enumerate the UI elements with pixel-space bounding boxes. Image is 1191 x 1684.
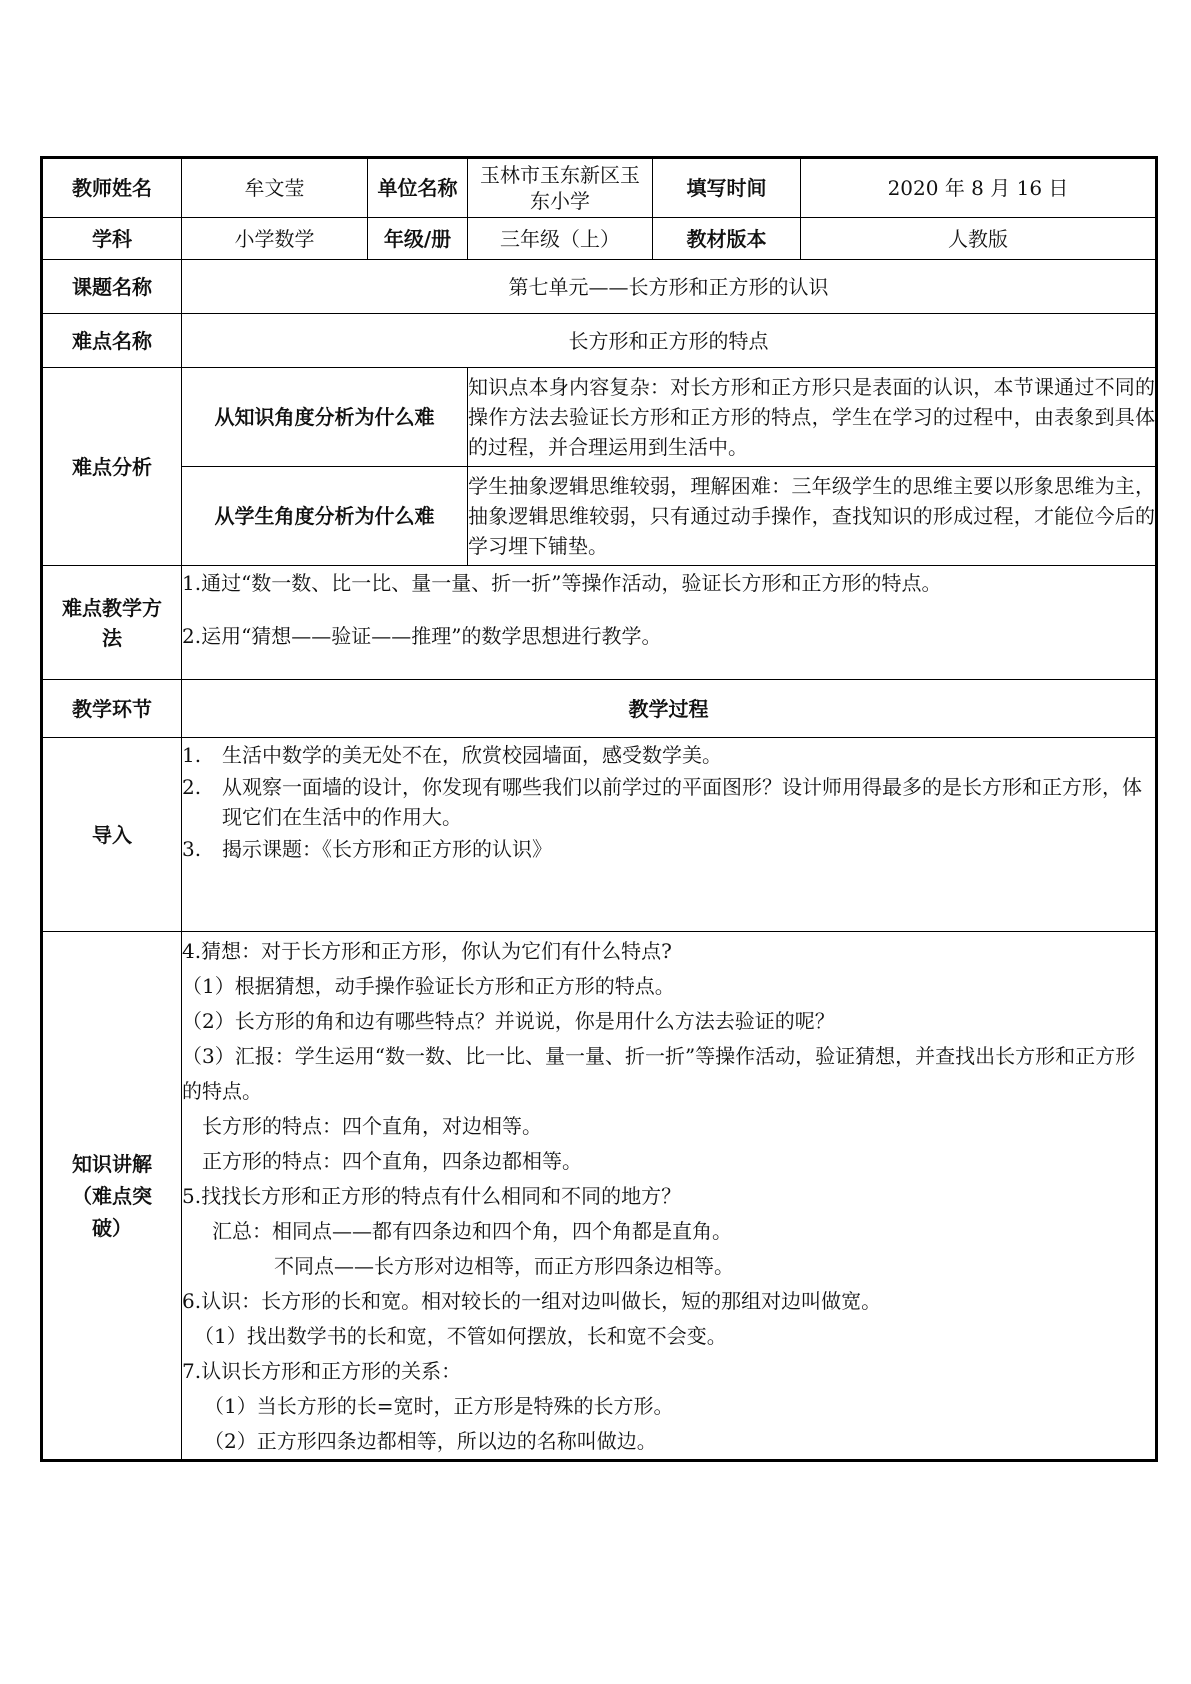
knowledge-line: （2）长方形的角和边有哪些特点？并说说，你是用什么方法去验证的呢？	[182, 1009, 835, 1033]
topic-row	[42, 260, 1157, 314]
method-content	[182, 566, 1157, 680]
teacher-name-value: 牟文莹	[182, 158, 368, 218]
analysis-row-student	[42, 467, 1157, 566]
intro-item-number: 1.	[182, 743, 202, 767]
analysis-row-knowledge	[42, 368, 1157, 467]
knowledge-line: 汇总：相同点——都有四条边和四个角，四个角都是直角。	[212, 1219, 732, 1243]
subject-label: 学科	[42, 218, 182, 260]
method-row	[42, 566, 1157, 680]
difficulty-row	[42, 314, 1157, 368]
intro-item-text: 从观察一面墙的设计，你发现有哪些我们以前学过的平面图形？设计师用得最多的是长方形和正方形，体现它们在生活中的作用大。	[222, 775, 1142, 829]
topic-value: 第七单元——长方形和正方形的认识	[182, 260, 1157, 314]
method-line-2: 2.运用“猜想——验证——推理”的数学思想进行教学。	[182, 624, 662, 648]
fill-date-value: 2020 年 8 月 16 日	[801, 158, 1157, 218]
teacher-name-label: 教师姓名	[42, 158, 182, 218]
edition-label: 教材版本	[653, 218, 801, 260]
stage-header-label: 教学环节	[42, 680, 182, 738]
intro-item-text: 生活中数学的美无处不在，欣赏校园墙面，感受数学美。	[222, 743, 722, 767]
unit-name-label: 单位名称	[368, 158, 468, 218]
student-angle-text: 学生抽象逻辑思维较弱，理解困难：三年级学生的思维主要以形象思维为主，抽象逻辑思维较弱，只有通过动手操作，查找知识的形成过程，才能位今后的学习埋下铺垫。	[468, 467, 1157, 566]
fill-date-label: 填写时间	[653, 158, 801, 218]
knowledge-line: 4.猜想：对于长方形和正方形，你认为它们有什么特点?	[182, 939, 672, 963]
intro-item-text: 揭示课题：《长方形和正方形的认识》	[222, 837, 552, 861]
intro-content	[182, 738, 1157, 932]
subject-value: 小学数学	[182, 218, 368, 260]
knowledge-line: 正方形的特点：四个直角，四条边都相等。	[202, 1149, 582, 1173]
knowledge-line: （1）当长方形的长=宽时，正方形是特殊的长方形。	[204, 1394, 674, 1418]
difficulty-label: 难点名称	[42, 314, 182, 368]
knowledge-line: 7.认识长方形和正方形的关系：	[182, 1359, 462, 1383]
intro-item	[182, 834, 1155, 864]
student-angle-label: 从学生角度分析为什么难	[182, 467, 468, 566]
knowledge-line: （2）正方形四条边都相等，所以边的名称叫做边。	[204, 1429, 657, 1453]
topic-label: 课题名称	[42, 260, 182, 314]
knowledge-angle-text: 知识点本身内容复杂：对长方形和正方形只是表面的认识，本节课通过不同的操作方法去验证长方形和正方形的特点，学生在学习的过程中，由表象到具体的过程，并合理运用到生活中。	[468, 368, 1157, 467]
intro-label: 导入	[42, 738, 182, 932]
method-label: 难点教学方法	[42, 566, 182, 680]
knowledge-label: 知识讲解（难点突破）	[42, 932, 182, 1461]
knowledge-line: 不同点——长方形对边相等，而正方形四条边相等。	[274, 1254, 734, 1278]
intro-item-number: 2.	[182, 775, 202, 799]
process-header-row	[42, 680, 1157, 738]
header-row-2	[42, 218, 1157, 260]
header-row-1	[42, 158, 1157, 218]
knowledge-content	[182, 932, 1157, 1461]
analysis-label: 难点分析	[42, 368, 182, 566]
edition-value: 人教版	[801, 218, 1157, 260]
knowledge-angle-label: 从知识角度分析为什么难	[182, 368, 468, 467]
knowledge-line: （1）找出数学书的长和宽，不管如何摆放，长和宽不会变。	[194, 1324, 727, 1348]
knowledge-row	[42, 932, 1157, 1461]
intro-item	[182, 772, 1155, 832]
knowledge-line: 6.认识：长方形的长和宽。相对较长的一组对边叫做长，短的那组对边叫做宽。	[182, 1289, 882, 1313]
knowledge-line: （3）汇报：学生运用“数一数、比一比、量一量、折一折”等操作活动，验证猜想，并查找出长方形和正方形的特点。	[182, 1044, 1136, 1103]
intro-row	[42, 738, 1157, 932]
grade-label: 年级/册	[368, 218, 468, 260]
knowledge-line: （1）根据猜想，动手操作验证长方形和正方形的特点。	[182, 974, 675, 998]
lesson-plan-table	[40, 156, 1158, 1462]
intro-item	[182, 740, 1155, 770]
unit-name-value: 玉林市玉东新区玉东小学	[468, 158, 653, 218]
process-header-label: 教学过程	[182, 680, 1157, 738]
difficulty-value: 长方形和正方形的特点	[182, 314, 1157, 368]
method-line-1: 1.通过“数一数、比一比、量一量、折一折”等操作活动，验证长方形和正方形的特点。	[182, 571, 942, 595]
knowledge-line: 长方形的特点：四个直角，对边相等。	[202, 1114, 542, 1138]
intro-item-number: 3.	[182, 837, 202, 861]
knowledge-line: 5.找找长方形和正方形的特点有什么相同和不同的地方？	[182, 1184, 682, 1208]
grade-value: 三年级（上）	[468, 218, 653, 260]
